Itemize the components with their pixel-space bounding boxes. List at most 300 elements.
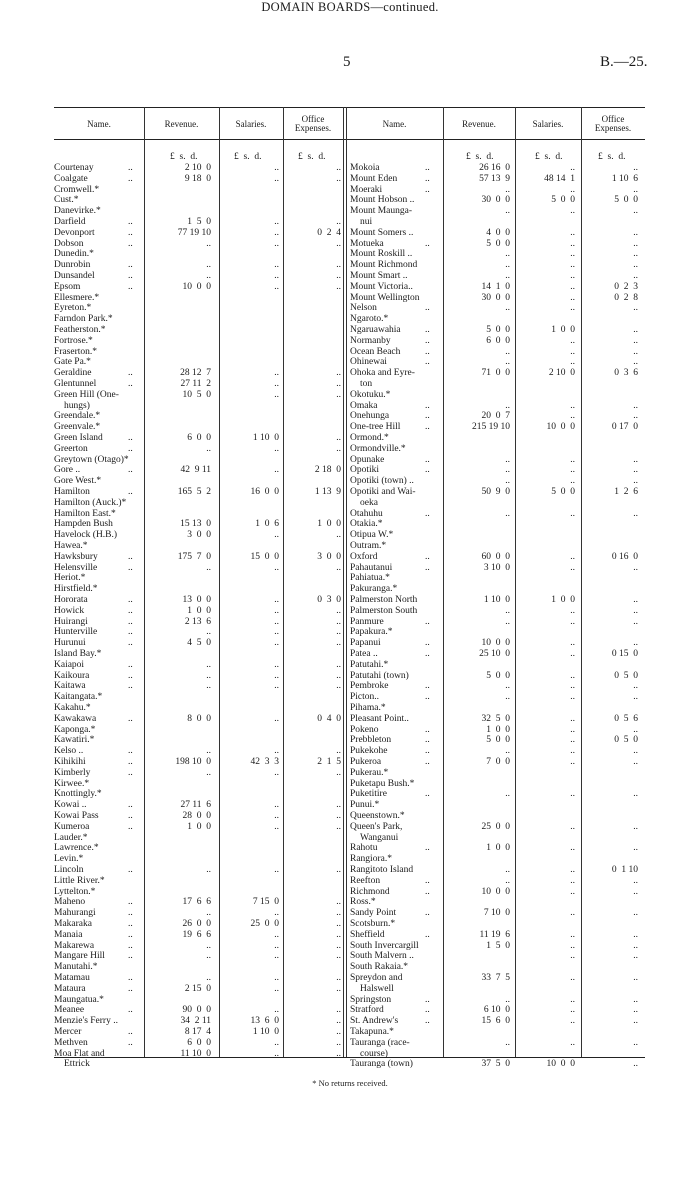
table-row (346, 941, 645, 952)
table-row (346, 962, 645, 973)
row-name: One-tree Hill (350, 422, 401, 433)
row-salaries: .. (570, 271, 575, 281)
row-salaries: .. (570, 940, 575, 951)
row-name: Outram.* (350, 541, 387, 551)
col-header-office-line2: Expenses. (594, 123, 632, 133)
row-office-expenses: 0 2 3 (614, 281, 638, 292)
table-row (346, 617, 645, 628)
table-row (54, 530, 343, 541)
table-row (346, 314, 645, 325)
table-row (54, 303, 343, 314)
row-salaries: .. (570, 335, 575, 346)
row-salaries: 10 0 0 (546, 422, 575, 433)
row-salaries: .. (274, 368, 279, 379)
row-name: Halswell (360, 983, 394, 994)
row-office-expenses: 1 0 0 (317, 519, 341, 530)
row-revenue: 10 5 0 (182, 389, 211, 400)
row-revenue: 32 5 0 (481, 713, 510, 724)
row-leader-dots: .. (128, 670, 133, 681)
row-name: Opunake (350, 454, 385, 465)
row-name: Moeraki (350, 184, 383, 195)
row-revenue: .. (206, 940, 211, 951)
row-name: Fraserton.* (54, 346, 98, 357)
row-name: Geraldine (54, 368, 92, 379)
row-revenue: 1 0 0 (187, 605, 211, 616)
row-salaries: .. (570, 400, 575, 411)
table-row (54, 249, 343, 260)
row-name: Okotuku.* (350, 389, 391, 400)
row-name: Opotiki (350, 465, 380, 476)
row-office-expenses: .. (633, 929, 638, 940)
row-name: Palmerston South (350, 605, 418, 616)
row-name: Hamilton (54, 487, 90, 497)
row-name: Dunsandel (54, 271, 95, 281)
col-header-office-line1: Office (301, 114, 325, 124)
table-title: DOMAIN BOARDS—continued. (261, 0, 439, 14)
row-revenue: 30 0 0 (481, 292, 510, 303)
row-name: Picton.. (350, 692, 380, 703)
row-name: Cust.* (54, 195, 79, 206)
row-revenue: 27 11 2 (180, 379, 211, 389)
row-revenue: 28 0 0 (182, 811, 211, 821)
table-row (54, 865, 343, 876)
table-row (346, 368, 645, 379)
row-salaries: .. (274, 908, 279, 919)
row-revenue: 1 5 0 (187, 217, 211, 227)
row-office-expenses: .. (336, 638, 341, 649)
row-name: Dobson (54, 238, 84, 249)
row-name: Mount Eden (350, 173, 398, 184)
row-leader-dots: .. (425, 422, 430, 433)
table-row (346, 671, 645, 682)
row-revenue: 71 0 0 (481, 368, 510, 379)
table-row (346, 1027, 645, 1038)
row-salaries: .. (570, 681, 575, 692)
row-office-expenses: .. (336, 929, 341, 940)
row-name: Mahurangi (54, 908, 96, 919)
table-row (54, 390, 343, 401)
row-name: Ettrick (64, 1059, 90, 1070)
table-row (54, 617, 343, 628)
row-name: Sandy Point (350, 908, 397, 919)
row-revenue: 7 0 0 (486, 757, 510, 767)
row-name: Pahautanui (350, 562, 393, 573)
units-office: £ s. d. (298, 152, 326, 162)
table-row (346, 476, 645, 487)
table-row (346, 1038, 645, 1049)
row-name: Opotiki (town) .. (350, 476, 414, 487)
row-office-expenses: .. (336, 605, 341, 616)
row-office-expenses: .. (633, 724, 638, 735)
table-row (54, 897, 343, 908)
row-office-expenses: .. (336, 951, 341, 962)
row-name: Mercer (54, 1027, 82, 1037)
table-row (346, 541, 645, 552)
row-revenue: 13 0 0 (182, 595, 211, 605)
table-row (54, 563, 343, 574)
row-name: Ocean Beach (350, 346, 401, 357)
row-salaries: .. (570, 551, 575, 562)
row-name: Springston (350, 994, 392, 1005)
row-name: Little River.* (54, 875, 105, 886)
row-name: Courtenay (54, 163, 94, 173)
table-row (54, 541, 343, 552)
row-name: Greenvale.* (54, 422, 101, 433)
row-revenue: .. (206, 260, 211, 271)
row-office-expenses: .. (633, 454, 638, 465)
row-leader-dots: .. (128, 821, 133, 832)
row-salaries: .. (570, 973, 575, 983)
row-revenue: .. (505, 454, 510, 465)
row-name: Wanganui (360, 832, 399, 843)
row-name: Manaia (54, 929, 83, 940)
row-revenue: .. (505, 605, 510, 616)
row-office-expenses: 3 0 0 (317, 551, 341, 562)
row-leader-dots: .. (128, 681, 133, 692)
table-row (346, 379, 645, 390)
row-name: Kawakawa (54, 713, 97, 724)
row-office-expenses: 0 17 0 (611, 422, 638, 433)
row-name: Mokoia (350, 163, 380, 173)
row-name: Papanui (350, 638, 381, 649)
row-office-expenses: .. (633, 616, 638, 627)
row-name: Ellesmere.* (54, 292, 100, 303)
row-office-expenses: .. (633, 692, 638, 703)
row-revenue: 8 0 0 (187, 713, 211, 724)
table-row (54, 509, 343, 520)
row-revenue: 5 0 0 (486, 238, 510, 249)
table-row (346, 897, 645, 908)
row-office-expenses: .. (633, 1005, 638, 1016)
row-revenue: 33 7 5 (481, 973, 510, 983)
table-row (54, 779, 343, 790)
row-name: Menzie's Ferry .. (54, 1016, 118, 1027)
row-name: Helensville (54, 562, 98, 573)
row-name: Lincoln (54, 865, 84, 875)
row-office-expenses: .. (633, 973, 638, 983)
table-row (54, 800, 343, 811)
row-salaries: .. (274, 379, 279, 389)
row-name: Fortrose.* (54, 335, 93, 346)
table-row (346, 735, 645, 746)
row-office-expenses: .. (336, 681, 341, 692)
row-name: Lyttelton.* (54, 886, 96, 897)
table-row (54, 595, 343, 606)
row-leader-dots: .. (128, 983, 133, 994)
table-row (54, 465, 343, 476)
row-office-expenses: .. (633, 325, 638, 335)
row-name: Greerton (54, 443, 88, 454)
row-leader-dots: .. (425, 508, 430, 519)
row-leader-dots: .. (425, 649, 430, 659)
row-name: Pukekohe (350, 746, 388, 757)
row-office-expenses: .. (633, 260, 638, 271)
table-row (54, 962, 343, 973)
row-name: Maheno (54, 897, 86, 908)
table-row (346, 163, 645, 174)
row-name: Lauder.* (54, 832, 88, 843)
table-row (54, 833, 343, 844)
row-salaries: .. (570, 249, 575, 260)
row-office-expenses: 2 18 0 (314, 465, 341, 476)
row-office-expenses: 5 0 0 (614, 195, 638, 206)
row-leader-dots: .. (425, 325, 430, 335)
row-revenue: .. (505, 357, 510, 368)
row-office-expenses: 0 2 8 (614, 292, 638, 303)
row-salaries: 1 0 0 (551, 325, 575, 335)
row-revenue: 37 5 0 (481, 1059, 510, 1070)
row-salaries: .. (274, 616, 279, 627)
table-row (54, 725, 343, 736)
table-row (54, 552, 343, 563)
units-revenue: £ s. d. (466, 152, 494, 162)
table-row (54, 347, 343, 358)
row-name: oeka (360, 497, 378, 508)
row-salaries: 48 14 1 (544, 173, 575, 184)
table-row (54, 1005, 343, 1016)
row-office-expenses: 0 15 0 (611, 649, 638, 659)
row-revenue: 10 0 0 (481, 638, 510, 649)
row-salaries: .. (570, 670, 575, 681)
row-leader-dots: .. (128, 746, 133, 757)
row-revenue: 28 12 7 (180, 368, 211, 379)
row-name: Hurunui (54, 638, 86, 649)
table-row (54, 519, 343, 530)
row-revenue: .. (505, 875, 510, 886)
table-row (346, 552, 645, 563)
row-office-expenses: 1 10 6 (611, 173, 638, 184)
row-name: Rahotu (350, 843, 378, 854)
row-salaries: .. (274, 811, 279, 821)
row-salaries: .. (570, 292, 575, 303)
row-office-expenses: .. (633, 335, 638, 346)
row-office-expenses: .. (336, 1005, 341, 1016)
table-row (54, 260, 343, 271)
row-revenue: .. (505, 508, 510, 519)
table-row (54, 1038, 343, 1049)
row-salaries: .. (570, 238, 575, 249)
row-revenue: 26 0 0 (182, 919, 211, 929)
row-office-expenses: .. (336, 1027, 341, 1037)
table-row (54, 854, 343, 865)
table-row (346, 206, 645, 217)
row-revenue: 7 10 0 (483, 908, 510, 919)
row-office-expenses: .. (633, 562, 638, 573)
row-salaries: .. (274, 973, 279, 983)
row-salaries: .. (274, 173, 279, 184)
row-leader-dots: .. (425, 173, 430, 184)
table-row (346, 228, 645, 239)
row-revenue: 3 0 0 (187, 530, 211, 541)
table-row (54, 811, 343, 822)
table-row (346, 195, 645, 206)
row-salaries: .. (570, 476, 575, 487)
table-row (346, 930, 645, 941)
table-row (346, 606, 645, 617)
row-office-expenses: 0 5 0 (614, 735, 638, 746)
row-salaries: .. (570, 184, 575, 195)
row-leader-dots: .. (128, 260, 133, 271)
table-row (54, 1059, 343, 1070)
row-office-expenses: .. (336, 368, 341, 379)
row-salaries: .. (570, 1037, 575, 1048)
row-revenue: .. (206, 951, 211, 962)
row-name: Tauranga (race- (350, 1037, 410, 1048)
table-row (346, 692, 645, 703)
table-row (54, 336, 343, 347)
row-name: Mount Richmond (350, 260, 418, 271)
row-name: Kimberly (54, 767, 91, 778)
col-header-name: Name. (382, 118, 407, 129)
table-row (54, 973, 343, 984)
row-leader-dots: .. (425, 357, 430, 368)
row-revenue: .. (206, 659, 211, 670)
row-leader-dots: .. (425, 465, 430, 476)
row-leader-dots: .. (128, 368, 133, 379)
units-salaries: £ s. d. (234, 152, 262, 162)
row-name: Sheffield (350, 929, 385, 940)
row-name: Dunrobin (54, 260, 91, 271)
row-name: Otipua W.* (350, 530, 394, 541)
row-revenue: .. (206, 238, 211, 249)
row-name: Devonport (54, 227, 95, 238)
table-row (54, 822, 343, 833)
table-row (54, 455, 343, 466)
row-office-expenses: .. (633, 400, 638, 411)
row-revenue: .. (505, 260, 510, 271)
table-row (346, 768, 645, 779)
row-name: Normanby (350, 335, 391, 346)
row-salaries: 13 6 0 (250, 1016, 279, 1027)
row-office-expenses: .. (336, 173, 341, 184)
table-row (346, 347, 645, 358)
row-name: Prebbleton (350, 735, 392, 746)
row-name: Ohinewai (350, 357, 387, 368)
table-row (346, 282, 645, 293)
row-salaries: .. (570, 875, 575, 886)
col-header-revenue: Revenue. (462, 118, 496, 129)
table-row (54, 282, 343, 293)
table-row (54, 843, 343, 854)
row-leader-dots: .. (128, 433, 133, 443)
row-name: Mataura (54, 983, 86, 994)
table-row (346, 530, 645, 541)
row-office-expenses: .. (633, 227, 638, 238)
row-office-expenses: .. (336, 562, 341, 573)
table-row (346, 919, 645, 930)
row-revenue: .. (505, 271, 510, 281)
row-name: Hampden Bush (54, 519, 113, 530)
row-revenue: 15 6 0 (481, 1016, 510, 1027)
row-office-expenses: .. (633, 605, 638, 616)
row-leader-dots: .. (425, 184, 430, 195)
table-row (54, 671, 343, 682)
table-row (54, 498, 343, 509)
row-name: Omaka (350, 400, 378, 411)
row-salaries: .. (274, 659, 279, 670)
row-name: Kawatiri.* (54, 735, 95, 746)
table-row (346, 249, 645, 260)
row-salaries: .. (570, 1016, 575, 1027)
row-name: Matamau (54, 973, 90, 983)
row-name: Green Hill (One- (54, 389, 119, 400)
row-name: Ohoka and Eyre- (350, 368, 415, 379)
row-office-expenses: .. (633, 1059, 638, 1070)
row-revenue: .. (505, 789, 510, 800)
row-office-expenses: .. (336, 821, 341, 832)
row-office-expenses: .. (336, 238, 341, 249)
table-row (346, 876, 645, 887)
table-row (346, 390, 645, 401)
row-revenue: .. (206, 865, 211, 875)
row-office-expenses: .. (336, 746, 341, 757)
row-leader-dots: .. (128, 1027, 133, 1037)
table-row (54, 951, 343, 962)
row-name: Pahiatua.* (350, 573, 390, 584)
row-leader-dots: .. (128, 865, 133, 875)
row-salaries: .. (570, 994, 575, 1005)
row-office-expenses: .. (336, 1037, 341, 1048)
row-leader-dots: .. (128, 465, 133, 476)
row-revenue: 2 15 0 (184, 983, 211, 994)
row-revenue: 42 9 11 (180, 465, 211, 476)
row-salaries: .. (570, 886, 575, 897)
table-row (54, 195, 343, 206)
row-revenue: .. (505, 865, 510, 875)
row-office-expenses: .. (336, 379, 341, 389)
row-leader-dots: .. (128, 443, 133, 454)
row-salaries: .. (274, 227, 279, 238)
row-salaries: .. (274, 638, 279, 649)
row-leader-dots: .. (425, 551, 430, 562)
table-row (54, 368, 343, 379)
row-name: Queenstown.* (350, 811, 405, 821)
table-row (346, 357, 645, 368)
row-name: Otahuhu (350, 508, 383, 519)
row-salaries: .. (274, 670, 279, 681)
row-salaries: .. (570, 454, 575, 465)
row-leader-dots: .. (128, 551, 133, 562)
row-leader-dots: .. (425, 746, 430, 757)
table-row (54, 163, 343, 174)
row-name: Green Island (54, 433, 103, 443)
row-leader-dots: .. (425, 886, 430, 897)
center-divider (343, 107, 344, 1057)
row-leader-dots: .. (425, 238, 430, 249)
row-office-expenses: 0 5 6 (614, 713, 638, 724)
row-office-expenses: .. (336, 897, 341, 908)
table-row (54, 930, 343, 941)
row-revenue: .. (505, 400, 510, 411)
row-revenue: 1 0 0 (486, 843, 510, 854)
row-salaries: .. (570, 260, 575, 271)
row-revenue: 1 5 0 (486, 940, 510, 951)
row-office-expenses: .. (633, 908, 638, 919)
row-salaries: .. (570, 357, 575, 368)
row-salaries: .. (570, 951, 575, 962)
table-row (346, 595, 645, 606)
row-name: Cromwell.* (54, 184, 100, 195)
row-revenue: 6 0 0 (187, 1037, 211, 1048)
row-revenue: .. (206, 908, 211, 919)
table-row (346, 1005, 645, 1016)
row-name: Ormondville.* (350, 443, 406, 454)
row-salaries: 5 0 0 (551, 195, 575, 206)
row-leader-dots: .. (128, 897, 133, 908)
row-office-expenses: .. (336, 659, 341, 670)
row-office-expenses: .. (336, 908, 341, 919)
table-row (54, 584, 343, 595)
